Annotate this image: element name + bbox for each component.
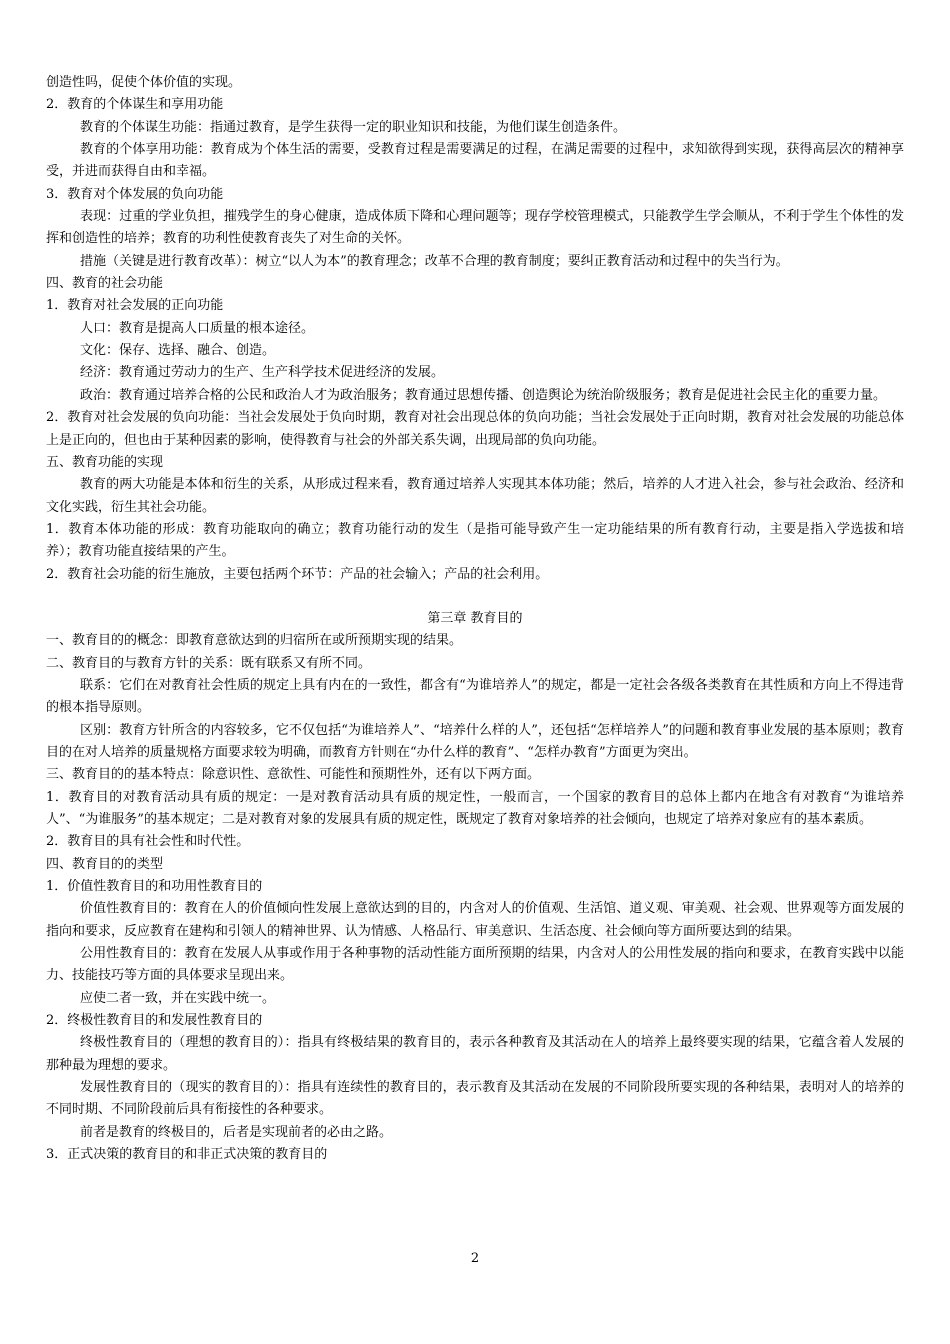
paragraph: 二、教育目的与教育方针的关系：既有联系又有所不同。 — [46, 655, 372, 671]
paragraph: 教育的个体享用功能：教育成为个体生活的需要，受教育过程是需要满足的过程，在满足需要的过程中，求知欲得到实现，获得高层次的精神享受，并进而获得自由和幸福。 — [46, 142, 904, 180]
paragraph: 表现：过重的学业负担，摧残学生的身心健康，造成体质下降和心理问题等；现存学校管理模式，只能教学生学会顺从，不利于学生个体性的发挥和创造性的培养；教育的功利性使教育丧失了对生命的关怀。 — [46, 209, 904, 247]
paragraph: 创造性吗，促使个体价值的实现。 — [46, 75, 242, 90]
paragraph: 终极性教育目的（理想的教育目的）：指具有终极结果的教育目的，表示各种教育及其活动在人的培养上最终要实现的结果，它蕴含着人发展的那种最为理想的要求。 — [46, 1035, 904, 1073]
paragraph: 教育的个体谋生功能：指通过教育，是学生获得一定的职业知识和技能，为他们谋生创造条件。 — [80, 119, 627, 135]
paragraph: 区别：教育方针所含的内容较多，它不仅包括“为谁培养人”、“培养什么样的人”，还包括“怎样培养人”的问题和教育事业发展的基本原则；教育目的在对人培养的质量规格方面要求较为明确，而教育方针则在“办什么样的教育”、“怎样办教育”方面更为突出。 — [46, 722, 904, 760]
paragraph: 五、教育功能的实现 — [46, 454, 164, 470]
paragraph: 四、教育的社会功能 — [46, 276, 164, 292]
paragraph: 2．终极性教育目的和发展性教育目的 — [46, 1013, 263, 1029]
paragraph: 3．正式决策的教育目的和非正式决策的教育目的 — [46, 1147, 328, 1163]
paragraph: 应使二者一致，并在实践中统一。 — [80, 990, 276, 1006]
paragraph: 1．教育本体功能的形成：教育功能取向的确立；教育功能行动的发生（是指可能导致产生一定功能结果的所有教育行动，主要是指入学选拔和培养）；教育功能直接结果的产生。 — [46, 521, 904, 560]
paragraph: 2．教育目的具有社会性和时代性。 — [46, 834, 250, 850]
paragraph: 1．教育对社会发展的正向功能 — [46, 298, 224, 314]
paragraph: 政治：教育通过培养合格的公民和政治人才为政治服务；教育通过思想传播、创造舆论为统治阶级服务；教育是促进社会民主化的重要力量。 — [80, 387, 887, 403]
paragraph: 经济：教育通过劳动力的生产、生产科学技术促进经济的发展。 — [80, 365, 445, 381]
paragraph: 教育的两大功能是本体和衍生的关系，从形成过程来看，教育通过培养人实现其本体功能；然后，培养的人才进入社会，参与社会政治、经济和文化实践，衍生其社会功能。 — [46, 477, 904, 515]
paragraph: 三、教育目的的基本特点：除意识性、意欲性、可能性和预期性外，还有以下两方面。 — [46, 767, 541, 783]
paragraph: 2．教育社会功能的衍生施放，主要包括两个环节：产品的社会输入；产品的社会利用。 — [46, 566, 549, 582]
page-number: 2 — [470, 1251, 480, 1266]
paragraph: 前者是教育的终极目的，后者是实现前者的必由之路。 — [80, 1124, 393, 1140]
paragraph: 公用性教育目的：教育在发展人从事或作用于各种事物的活动性能方面所预期的结果，内含对人的公用性发展的指向和要求，在教育实践中以能力、技能技巧等方面的具体要求呈现出来。 — [46, 946, 904, 984]
paragraph: 3．教育对个体发展的负向功能 — [46, 186, 224, 202]
section-education-aims — [46, 630, 904, 1166]
paragraph: 措施（关键是进行教育改革）：树立“以人为本”的教育理念；改革不合理的教育制度；要纠正教育活动和过程中的失当行为。 — [80, 253, 789, 269]
paragraph: 四、教育目的的类型 — [46, 856, 164, 872]
paragraph: 价值性教育目的：教育在人的价值倾向性发展上意欲达到的目的，内含对人的价值观、生活馆、道义观、审美观、社会观、世界观等方面发展的指向和要求，反应教育在建构和引领人的精神世界、认为情感、人格品行、审美意识、生活态度、社会倾向等方面所要达到的结果。 — [46, 901, 904, 939]
paragraph: 1．价值性教育目的和功用性教育目的 — [46, 879, 263, 895]
paragraph: 一、教育目的的概念：即教育意欲达到的归宿所在或所预期实现的结果。 — [46, 633, 463, 649]
section-education-functions — [46, 72, 904, 586]
paragraph: 文化：保存、选择、融合、创造。 — [80, 343, 276, 359]
paragraph: 1．教育目的对教育活动具有质的规定：一是对教育活动具有质的规定性，一般而言，一个国家的教育目的总体上都内在地含有对教育“为谁培养人”、“为谁服务”的基本规定；二是对教育对象的发展具有质的规定性，既规定了教育对象培养的社会倾向，也规定了培养对象应有的基本素质。 — [46, 789, 904, 827]
paragraph: 发展性教育目的（现实的教育目的）：指具有连续性的教育目的，表示教育及其活动在发展的不同阶段所要实现的各种结果，表明对人的培养的不同时期、不同阶段前后具有衔接性的各种要求。 — [46, 1080, 904, 1118]
paragraph: 人口：教育是提高人口质量的根本途径。 — [80, 320, 315, 336]
paragraph: 2．教育的个体谋生和享用功能 — [46, 97, 224, 113]
paragraph: 2．教育对社会发展的负向功能：当社会发展处于负向时期，教育对社会出现总体的负向功能；当社会发展处于正向时期，教育对社会发展的功能总体上是正向的，但也由于某种因素的影响，使得教育与社会的外部关系失调，出现局部的负向功能。 — [46, 410, 904, 448]
paragraph: 联系：它们在对教育社会性质的规定上具有内在的一致性，都含有“为谁培养人”的规定，都是一定社会各级各类教育在其性质和方向上不得违背的根本指导原则。 — [46, 677, 904, 716]
section-gap — [46, 586, 904, 608]
chapter-title: 第三章 教育目的 — [427, 610, 523, 626]
document-body — [46, 72, 904, 1167]
